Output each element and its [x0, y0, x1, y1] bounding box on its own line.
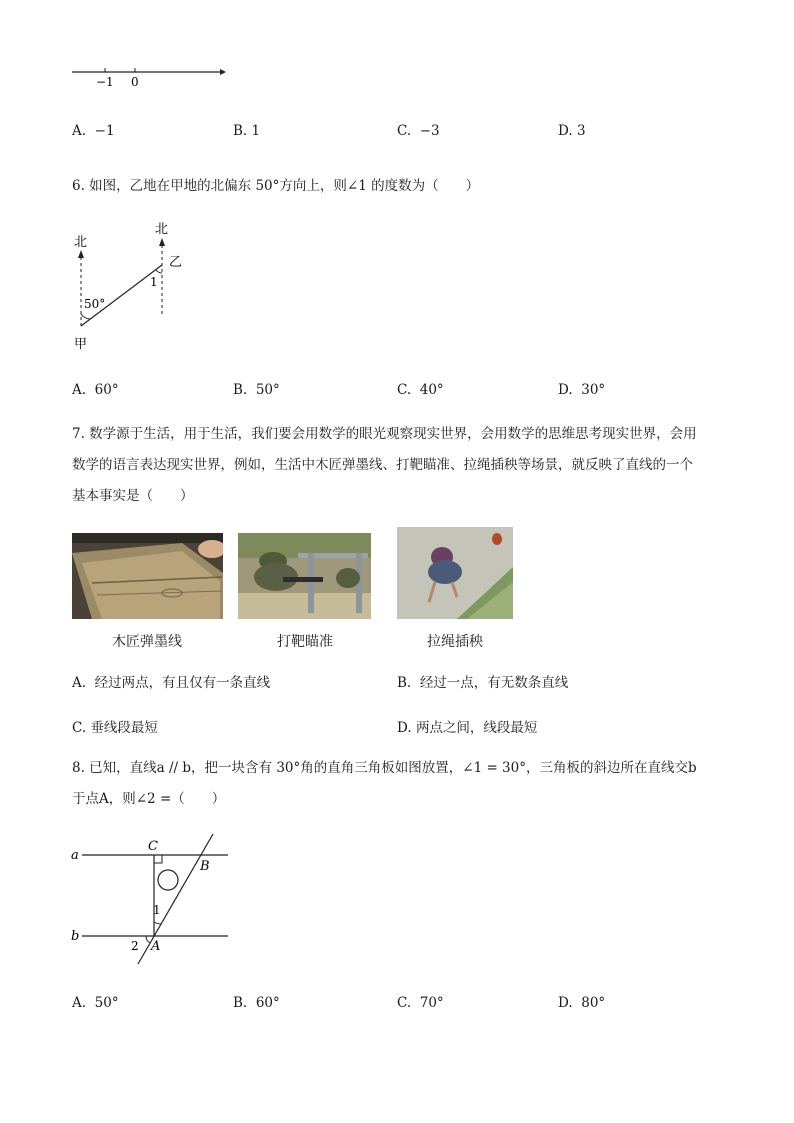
q5-option-d: D. 3 — [558, 123, 586, 139]
q7-stem-line2: 数学的语言表达现实世界，例如，生活中木匠弹墨线、打靶瞄准、拉绳插秧等场景，就反映了直线的一个 — [72, 457, 693, 473]
q6-angle-50: 50° — [84, 297, 106, 311]
q8-line-a-label: a — [71, 848, 79, 863]
q8-angle-one-label: 1 — [153, 903, 161, 917]
q8-stem-line1: 8. 已知，直线a // b，把一块含有 30°角的直角三角板如图放置，∠1 = 30°，三角板的斜边所在直线交b — [72, 760, 697, 776]
number-line-figure — [60, 60, 240, 94]
q8-option-b: B. 60° — [233, 995, 280, 1011]
q8-point-a-label: A — [151, 939, 161, 954]
q8-option-d: D. 80° — [558, 995, 606, 1011]
q7-option-d-text: 两点之间，线段最短 — [415, 720, 538, 736]
q6-point-jia: 甲 — [74, 337, 88, 352]
q8-stem-line2: 于点A，则∠2 =（ ） — [72, 791, 226, 807]
q6-option-b-text: 50° — [255, 382, 280, 398]
q6-direction-figure — [65, 218, 195, 358]
q7-option-a: A. 经过两点，有且仅有一条直线 — [72, 675, 271, 691]
q6-angle-one: 1 — [150, 275, 158, 289]
q5-option-d-text: 3 — [576, 123, 586, 139]
q6-option-a-text: 60° — [94, 382, 119, 398]
q8-option-b-text: 60° — [255, 995, 280, 1011]
q6-option-b: B. 50° — [233, 382, 280, 398]
q8-option-d-text: 80° — [581, 995, 606, 1011]
q6-option-a: A. 60° — [72, 382, 119, 398]
q6-option-d-text: 30° — [581, 382, 606, 398]
q5-option-b: B. 1 — [233, 123, 261, 139]
q6-stem: 6. 如图，乙地在甲地的北偏东 50°方向上，则∠1 的度数为（ ） — [72, 178, 480, 194]
q8-option-c-text: 70° — [419, 995, 444, 1011]
q7-stem-line1: 7. 数学源于生活，用于生活，我们要会用数学的眼光观察现实世界，会用数学的思维思考现实世界，会用 — [72, 426, 697, 442]
photo-rice-planting — [397, 527, 513, 619]
q8-option-a-text: 50° — [94, 995, 119, 1011]
q7-option-b: B. 经过一点，有无数条直线 — [397, 675, 569, 691]
q6-option-c: C. 40° — [397, 382, 444, 398]
q5-option-c-text: −3 — [419, 123, 440, 139]
q8-geometry-figure — [66, 832, 236, 968]
q5-option-b-text: 1 — [251, 123, 261, 139]
q6-point-yi: 乙 — [169, 255, 183, 270]
q7-option-c-text: 垂线段最短 — [90, 720, 158, 736]
q8-option-c: C. 70° — [397, 995, 444, 1011]
q7-option-a-text: 经过两点，有且仅有一条直线 — [94, 675, 271, 691]
q5-option-a: A. −1 — [72, 123, 115, 139]
q7-option-b-text: 经过一点，有无数条直线 — [419, 675, 569, 691]
caption-rice-planting: 拉绳插秧 — [427, 634, 483, 650]
q6-option-d: D. 30° — [558, 382, 606, 398]
numberline-minus-one: −1 — [96, 75, 114, 89]
q8-angle-two-label: 2 — [131, 939, 139, 953]
q8-line-b-label: b — [71, 929, 80, 944]
q5-option-a-text: −1 — [94, 123, 115, 139]
numberline-zero: 0 — [131, 75, 139, 89]
q6-north-left: 北 — [74, 235, 88, 250]
q8-option-a: A. 50° — [72, 995, 119, 1011]
q6-option-c-text: 40° — [419, 382, 444, 398]
q8-point-b-label: B — [200, 859, 210, 874]
q7-stem-line3: 基本事实是（ ） — [72, 488, 194, 504]
caption-carpenter: 木匠弹墨线 — [112, 634, 182, 650]
q5-option-c: C. −3 — [397, 123, 440, 139]
q6-north-right: 北 — [155, 222, 169, 237]
photo-target-aiming — [238, 533, 371, 619]
photo-carpenter — [72, 533, 223, 619]
q8-point-c-label: C — [148, 839, 158, 854]
caption-target-aiming: 打靶瞄准 — [277, 634, 333, 650]
q7-option-c: C. 垂线段最短 — [72, 720, 158, 736]
q7-option-d: D. 两点之间，线段最短 — [397, 720, 538, 736]
